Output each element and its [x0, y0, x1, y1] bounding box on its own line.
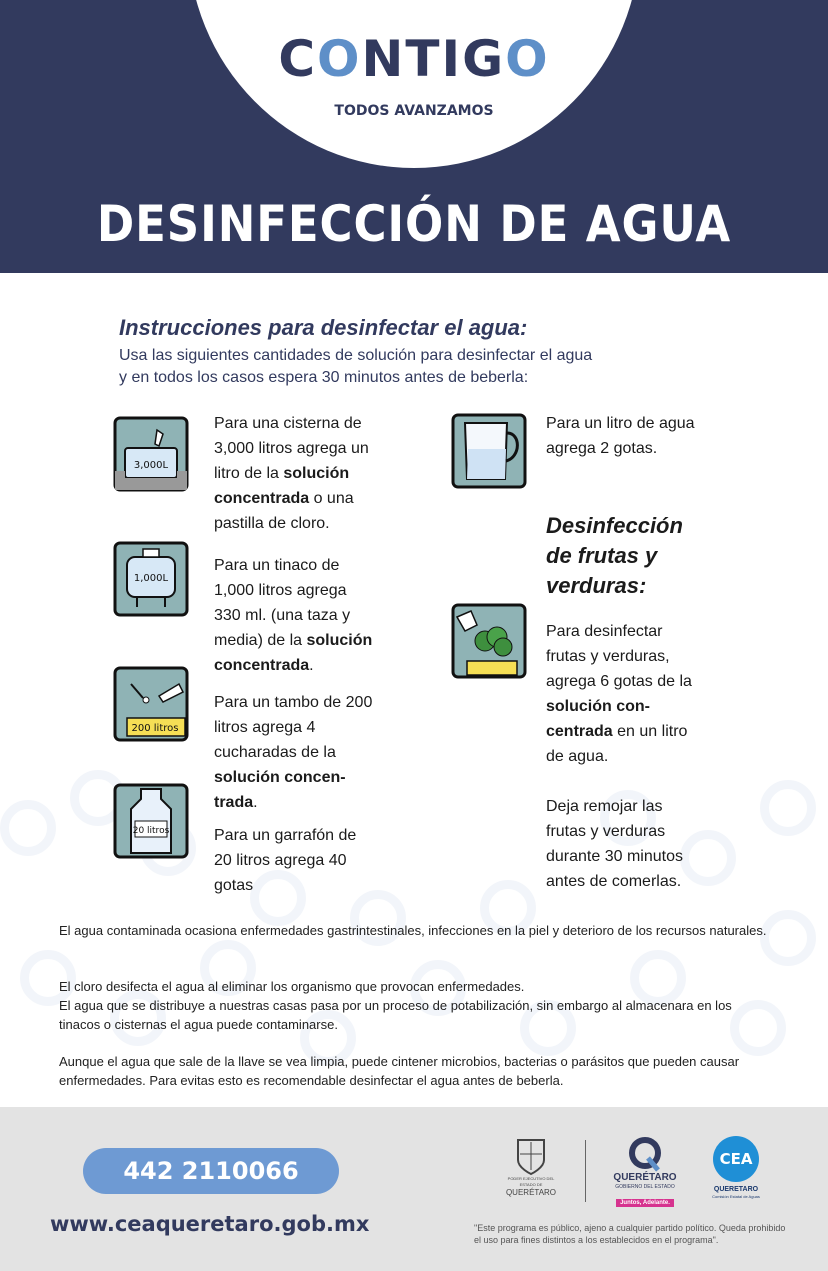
step-cistern-text: Para una cisterna de 3,000 litros agrega un litro de la solución concentrada o una pastilla de cloro.	[214, 415, 369, 532]
cea-logo: CEA QUERETARO Comisión Estatal de Aguas	[706, 1136, 766, 1200]
jug-label: 20 litros	[132, 826, 170, 836]
step-drum-text: Para un tambo de 200 litros agrega 4 cucharadas de la solución concentrada.	[214, 694, 373, 811]
pitcher-icon	[451, 413, 527, 489]
contigo-logo: CONTIGO	[278, 30, 550, 88]
pitcher-text: Para un litro de agua agrega 2 gotas.	[546, 415, 695, 457]
produce-icon	[451, 603, 527, 679]
info-paragraph-2b: El agua que se distribuye a nuestras casas pasa por un proceso de potabilización, sin embargo al almacenara en los tinacos o cisternas el agua puede contaminarse.	[59, 998, 732, 1032]
cistern-label: 3,000L	[133, 460, 169, 471]
tinaco-label: 1,000L	[133, 573, 169, 584]
soak-text: Deja remojar las frutas y verduras durante 30 minutos antes de comerlas.	[546, 798, 683, 890]
page-title: DESINFECCIÓN DE AGUA	[96, 195, 732, 253]
cistern-icon	[113, 416, 189, 492]
jug-icon	[113, 783, 189, 859]
step-tinaco-text: Para un tinaco de 1,000 litros agrega 330 ml. (una taza y media) de la solución concentrada.	[214, 557, 373, 674]
instructions-title: Instrucciones para desinfectar el agua:	[119, 315, 528, 340]
produce-text: Para desinfectar frutas y verduras, agrega 6 gotas de la solución concentrada en un litro de agua.	[546, 623, 692, 765]
state-seal-logo: PODER EJECUTIVO DEL ESTADO DE QUERÉTARO	[500, 1136, 562, 1204]
header-banner	[0, 0, 828, 273]
queretaro-logo: QUERÉTARO GOBIERNO DEL ESTADO Juntos, Adelante.	[605, 1136, 685, 1209]
phone-number[interactable]: 442 2110066	[83, 1148, 339, 1194]
drum-label: 200 litros	[131, 723, 179, 734]
produce-heading: Desinfección de frutas y verduras:	[546, 513, 683, 598]
website-link[interactable]: www.ceaqueretaro.gob.mx	[50, 1212, 370, 1236]
logo-tagline: TODOS AVANZAMOS	[334, 103, 494, 119]
drum-icon	[113, 666, 189, 742]
disclaimer-text: "Este programa es público, ajeno a cualquier partido político. Queda prohibido el uso para fines distintos a los establecidos en el programa".	[474, 1223, 786, 1245]
queretaro-q-icon	[628, 1136, 662, 1172]
footer-divider	[585, 1140, 586, 1202]
step-jug-text: Para un garrafón de 20 litros agrega 40 gotas	[214, 827, 357, 894]
instructions-text: Usa las siguientes cantidades de solución para desinfectar el agua y en todos los casos espera 30 minutos antes de beberla:	[119, 347, 593, 386]
info-paragraph-2a: El cloro desifecta el agua al eliminar los organismo que provocan enfermedades.	[59, 979, 525, 994]
tinaco-icon	[113, 541, 189, 617]
info-paragraph-1: El agua contaminada ocasiona enfermedades gastrintestinales, infecciones en la piel y deterioro de los recursos naturales.	[59, 923, 767, 938]
seal-icon	[514, 1136, 548, 1176]
info-paragraph-3: Aunque el agua que sale de la llave se vea limpia, puede cintener microbios, bacterias o parásitos que pueden causar enfermedades. Para evitas esto es recomendable desinfectar el agua antes de beberla.	[59, 1054, 740, 1088]
